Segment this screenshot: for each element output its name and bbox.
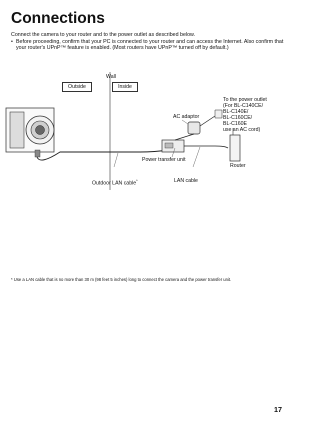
camera-lens-inner <box>36 126 45 135</box>
router-icon <box>230 135 240 161</box>
power-transfer-unit-label: Power transfer unit <box>142 157 186 163</box>
lan-cable-leader <box>193 147 200 167</box>
lan-cable-label: LAN cable <box>174 178 198 184</box>
intro-text: Connect the camera to your router and to the power outlet as described below. <box>11 32 196 38</box>
lan-cable-line <box>184 146 228 148</box>
power-outlet-label-5: use an AC cord) <box>223 127 261 133</box>
adaptor-cable <box>175 134 194 140</box>
ac-adaptor-label: AC adaptor <box>173 114 200 120</box>
power-outlet-icon <box>215 110 222 118</box>
connection-diagram <box>0 60 300 190</box>
power-outlet-label-1: (For BL-C140CE/ <box>223 103 264 109</box>
footnote: * Use a LAN cable that is no more than 30 m (98 feet 5 inches) long to connect the camera and the power transfer unit. <box>11 277 232 282</box>
outdoor-lan-cable-label <box>92 178 138 187</box>
power-outlet-label-2: BL-C140E/ <box>223 109 249 115</box>
router-label: Router <box>230 163 246 169</box>
ac-adaptor-leader <box>182 120 188 124</box>
ac-adaptor-icon <box>188 122 200 134</box>
outdoor-cable-line <box>37 152 140 160</box>
camera-mount <box>10 112 24 148</box>
page-title: Connections <box>11 10 105 27</box>
outdoor-lan-cable-text: Outdoor LAN cable <box>92 180 137 187</box>
wall-label: Wall <box>106 74 116 80</box>
power-outlet-label-0: To the power outlet <box>223 97 267 103</box>
footnote-marker: * <box>136 178 138 183</box>
bullet-mark: • <box>11 38 13 45</box>
inside-label: Inside <box>112 82 138 92</box>
page-number: 17 <box>274 405 282 414</box>
power-cord <box>200 116 215 126</box>
power-transfer-unit-port <box>165 143 173 148</box>
power-outlet-label-4: BL-C160E <box>223 121 247 127</box>
bullet-text: Before proceeding, confirm that your PC is connected to your router and can access the Internet. Also confirm that your router's UPnP™ feature is enabled. (Most routers have UPnP™ turned off by default.) <box>16 38 284 51</box>
outdoor-cable-leader <box>114 153 118 167</box>
outside-label: Outside <box>62 82 92 92</box>
power-outlet-label-3: BL-C160CE/ <box>223 115 253 121</box>
camera-connector <box>35 150 40 157</box>
